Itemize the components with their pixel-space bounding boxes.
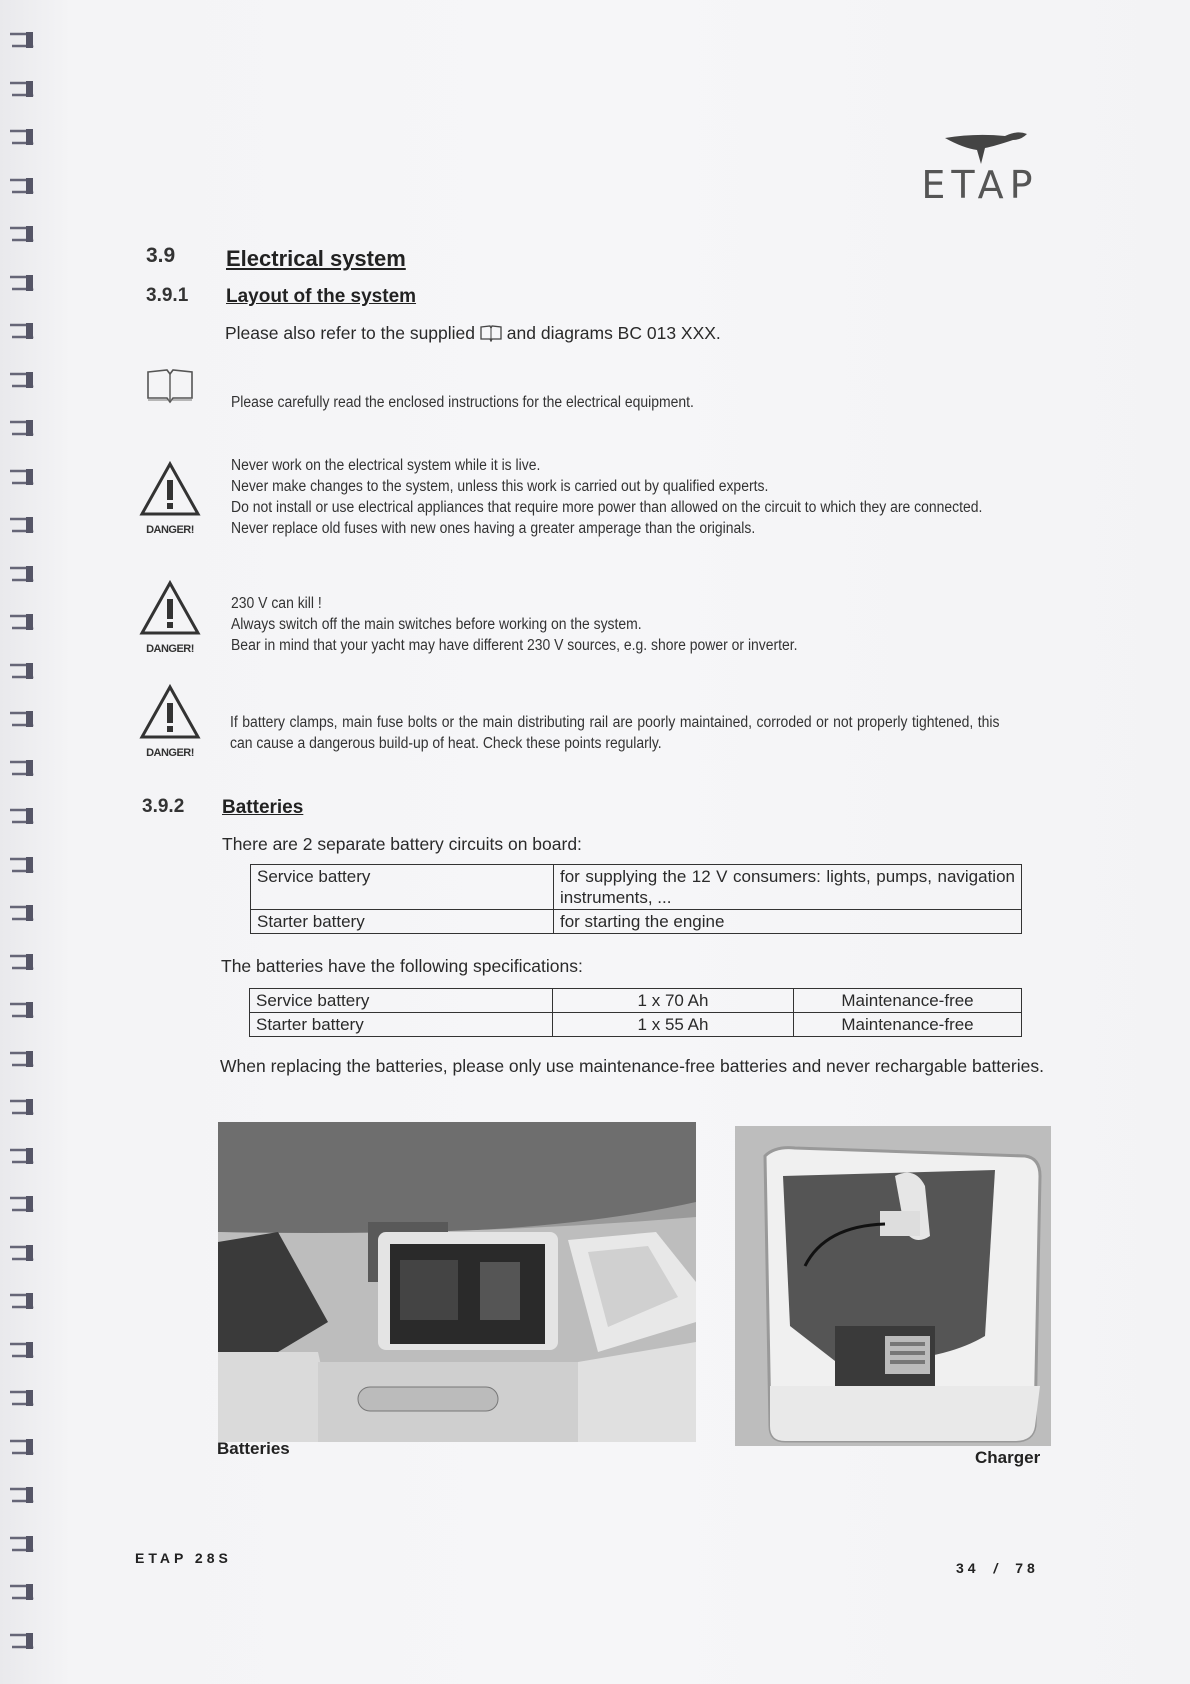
danger-1-text	[231, 455, 1001, 539]
binding-ring	[8, 1437, 38, 1455]
binding-ring	[8, 515, 38, 533]
danger-1-line: Never replace old fuses with new ones having a greater amperage than the originals.	[231, 520, 756, 537]
binding-ring	[8, 467, 38, 485]
table-cell: Service battery	[251, 865, 554, 910]
danger-warning-3	[138, 683, 202, 767]
subsection-number: 3.9.2	[142, 796, 185, 817]
binding-ring	[8, 952, 38, 970]
manual-book-icon	[480, 324, 502, 347]
binding-ring	[8, 758, 38, 776]
subsection-title: Layout of the system	[226, 286, 417, 307]
table-row	[250, 1013, 1022, 1037]
binding-ring	[8, 709, 38, 727]
binding-ring	[8, 370, 38, 388]
binding-ring	[8, 1340, 38, 1358]
subsection-title: Batteries	[222, 797, 304, 818]
batteries-caption: Batteries	[217, 1439, 290, 1458]
binding-ring	[8, 1194, 38, 1212]
binding-ring	[8, 855, 38, 873]
danger-label: DANGER!	[146, 524, 194, 536]
table-cell: for supplying the 12 V consumers: lights, pumps, navigation instruments, ...	[554, 865, 1022, 910]
binding-ring	[8, 1146, 38, 1164]
danger-2-line: Always switch off the main switches before working on the system.	[231, 616, 642, 633]
binding-ring	[8, 1631, 38, 1649]
table-row	[251, 910, 1022, 934]
danger-label: DANGER!	[146, 747, 194, 759]
current-page: 34	[956, 1560, 980, 1576]
section-number: 3.9	[146, 244, 176, 267]
table-cell: 1 x 55 Ah	[553, 1013, 794, 1037]
spiral-binding	[8, 20, 48, 1660]
warning-triangle-icon	[138, 460, 202, 520]
danger-2-line: 230 V can kill !	[231, 595, 322, 612]
battery-circuits-table	[250, 864, 1022, 934]
binding-ring	[8, 1582, 38, 1600]
binding-ring	[8, 1291, 38, 1309]
binding-ring	[8, 127, 38, 145]
binding-ring	[8, 1534, 38, 1552]
warning-triangle-icon	[138, 579, 202, 639]
table-cell: Starter battery	[251, 910, 554, 934]
binding-ring	[8, 273, 38, 291]
refer-text-after: and diagrams BC 013 XXX.	[506, 323, 721, 343]
book-icon	[145, 366, 195, 409]
danger-1-line: Never make changes to the system, unless this work is carried out by qualified experts.	[231, 478, 769, 495]
table-cell: Maintenance-free	[794, 989, 1022, 1013]
binding-ring	[8, 1049, 38, 1067]
table-cell: 1 x 70 Ah	[553, 989, 794, 1013]
binding-ring	[8, 806, 38, 824]
batteries-photo	[218, 1122, 696, 1442]
binding-ring	[8, 30, 38, 48]
danger-label: DANGER!	[146, 643, 194, 655]
table-row	[250, 989, 1022, 1013]
subsection-number: 3.9.1	[146, 285, 189, 306]
circuits-intro: There are 2 separate battery circuits on board:	[222, 834, 582, 854]
binding-ring	[8, 1097, 38, 1115]
total-pages: 78	[1015, 1560, 1039, 1576]
book-note: Please carefully read the enclosed instructions for the electrical equipment.	[231, 394, 694, 411]
charger-photo	[735, 1126, 1051, 1446]
binding-ring	[8, 612, 38, 630]
binding-ring	[8, 224, 38, 242]
table-cell: Service battery	[250, 989, 553, 1013]
footer-model: ETAP 28S	[135, 1550, 232, 1566]
danger-3-text: If battery clamps, main fuse bolts or the main distributing rail are poorly maintained, corroded or not properly tightened, this can cause a dangerous build-up of heat. Check these points regularly.	[230, 714, 1000, 752]
binding-ring	[8, 1485, 38, 1503]
page-number	[956, 1560, 1039, 1576]
page-separator: /	[993, 1560, 1002, 1576]
etap-logo	[905, 128, 1055, 208]
binding-ring	[8, 1000, 38, 1018]
section-title: Electrical system	[226, 246, 406, 271]
danger-warning-2	[138, 579, 202, 663]
binding-ring	[8, 903, 38, 921]
danger-1-line: Never work on the electrical system while it is live.	[231, 457, 541, 474]
table-cell: Maintenance-free	[794, 1013, 1022, 1037]
refer-paragraph	[225, 323, 721, 347]
table-row	[251, 865, 1022, 910]
binding-ring	[8, 321, 38, 339]
warning-triangle-icon	[138, 683, 202, 743]
danger-2-line: Bear in mind that your yacht may have different 230 V sources, e.g. shore power or inverter.	[231, 637, 798, 654]
binding-ring	[8, 1243, 38, 1261]
binding-ring	[8, 79, 38, 97]
replace-note: When replacing the batteries, please only use maintenance-free batteries and never rechargable batteries.	[220, 1056, 1044, 1076]
table-cell: for starting the engine	[554, 910, 1022, 934]
binding-ring	[8, 661, 38, 679]
logo-text: ETAP	[921, 163, 1039, 207]
binding-ring	[8, 418, 38, 436]
danger-2-text	[231, 593, 1001, 656]
danger-warning-1	[138, 460, 202, 544]
specs-intro: The batteries have the following specifications:	[221, 956, 583, 976]
binding-ring	[8, 564, 38, 582]
binding-ring	[8, 1388, 38, 1406]
refer-text-before: Please also refer to the supplied	[225, 323, 476, 343]
table-cell: Starter battery	[250, 1013, 553, 1037]
charger-caption: Charger	[975, 1448, 1041, 1467]
battery-specs-table	[249, 988, 1022, 1037]
danger-1-line: Do not install or use electrical appliances that require more power than allowed on the circuit to which they are connected.	[231, 499, 983, 516]
binding-ring	[8, 176, 38, 194]
